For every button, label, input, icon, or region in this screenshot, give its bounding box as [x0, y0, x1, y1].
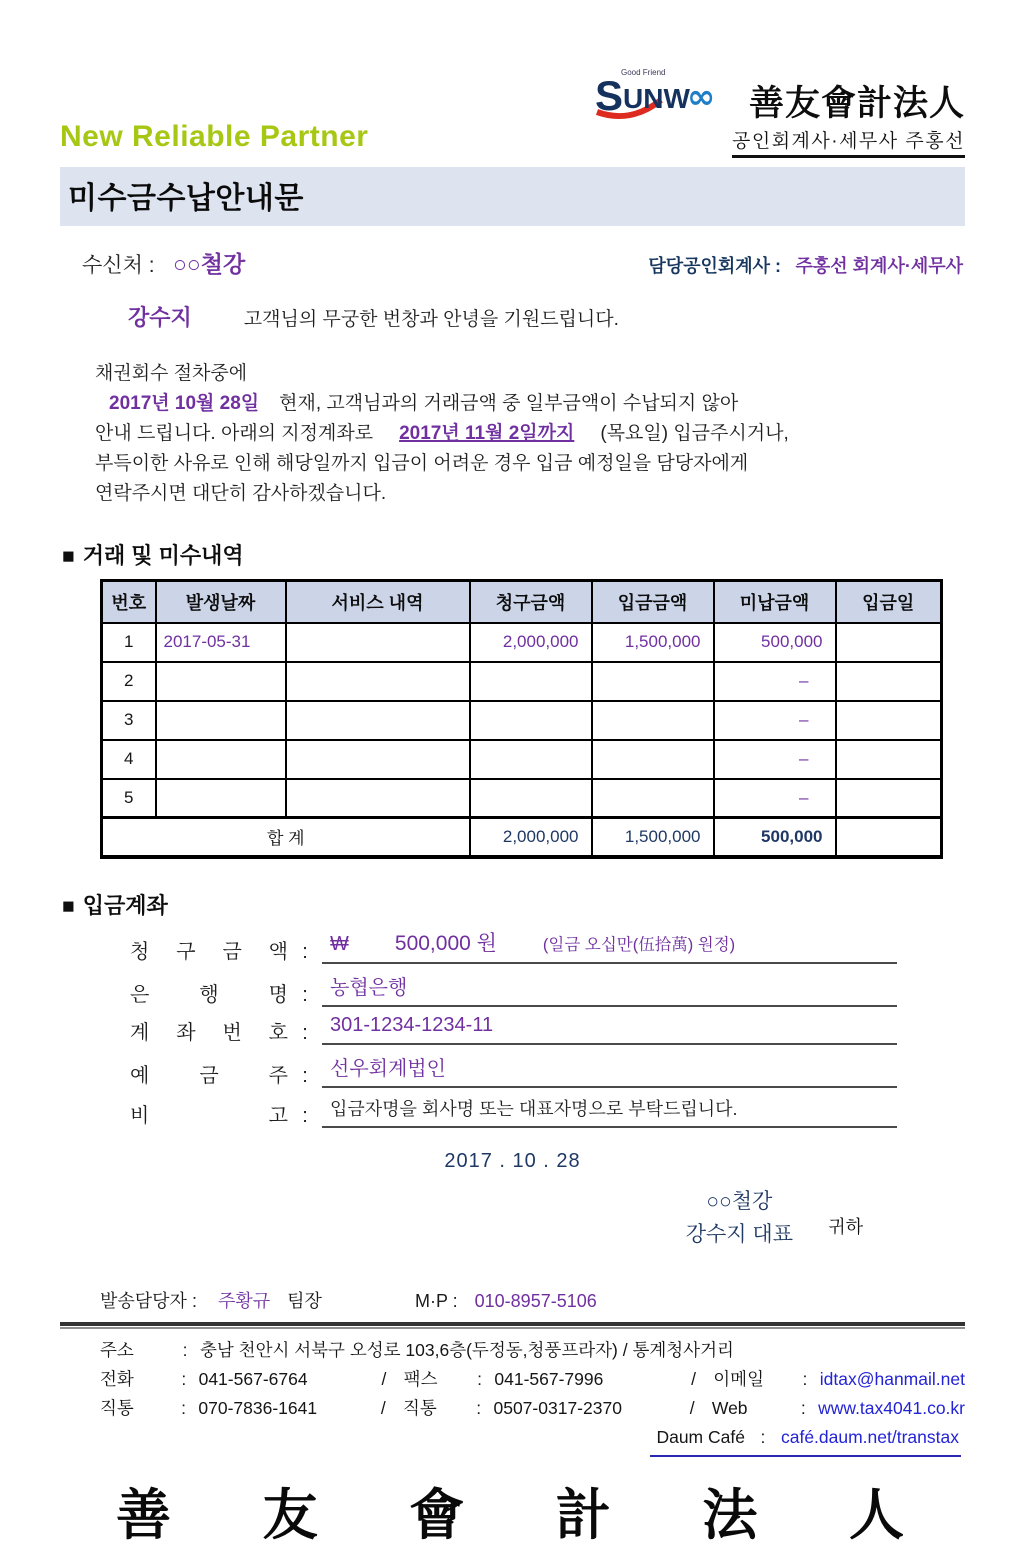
amount-row: 청 구 금 액 : ₩ 500,000 원 (일금 오십만(伍拾萬) 원정) [130, 927, 965, 964]
account-number: 301-1234-1234-11 [322, 1014, 897, 1045]
total-paid: 1,500,000 [592, 818, 714, 857]
paragraph-line: 2017년 10월 28일 현재, 고객님과의 거래금액 중 일부금액이 수납되지 않아 [109, 393, 739, 414]
col-header-unpaid: 미납금액 [714, 581, 836, 623]
col-header-paydate: 입금일 [836, 581, 942, 623]
account-holder: 선우회계법인 [322, 1052, 897, 1088]
signature-block [60, 1185, 965, 1259]
square-bullet-icon: ■ [62, 894, 75, 918]
footer-contact [60, 1337, 965, 1457]
accountant-name: 주홍선 회계사·세무사 [795, 256, 963, 276]
col-header-no: 번호 [102, 581, 156, 623]
sunwoo-logo-icon [595, 64, 745, 123]
svg-text:UNW: UNW [622, 83, 690, 114]
col-header-date: 발생날짜 [156, 581, 286, 623]
address-text: 충남 천안시 서북구 오성로 103,6층(두정동,청풍프라자) / 통계청사거리 [200, 1339, 734, 1360]
paragraph-line: 안내 드립니다. 아래의 지정계좌로 2017년 11월 2일까지 (목요일) 입금주시거나, [95, 423, 789, 444]
address-line: 주소 : 충남 천안시 서북구 오성로 103,6층(두정동,청풍프라자) / 통계청사거리 [100, 1337, 965, 1364]
sender-title: 팀장 [287, 1290, 322, 1311]
daum-cafe-link[interactable]: café.daum.net/transtax [780, 1426, 959, 1447]
notice-paragraph [60, 359, 910, 509]
recipient-name: ○○철강 [172, 251, 246, 277]
signature-company: ○○철강 [706, 1189, 773, 1213]
account-holder-row: 예 금 주 : 선우회계법인 [130, 1052, 965, 1088]
cafe-line: Daum Café : café.daum.net/transtax [100, 1424, 965, 1457]
tel-number: 041-567-6764 [198, 1368, 308, 1389]
phone-line: 전화 : 041-567-6764 / 팩스 : 041-567-7996 / 이메일 : idtax@hanmail.net [100, 1366, 965, 1393]
firm-logo-block [595, 64, 965, 158]
paragraph-line: 연락주시면 대단히 감사하겠습니다. [95, 483, 387, 504]
total-unpaid: 500,000 [714, 818, 836, 857]
signature-ceo: 강수지 대표 [685, 1222, 793, 1246]
table-total-row [102, 818, 942, 857]
slogan-text: New Reliable Partner [60, 120, 369, 153]
direct-line: 직통 : 070-7836-1641 / 직통 : 0507-0317-2370 / Web : www.tax4041.co.kr [100, 1395, 965, 1422]
table-row: 2 – [102, 662, 942, 701]
total-billed: 2,000,000 [470, 818, 592, 857]
issue-date: 2017 . 10 . 28 [444, 1149, 581, 1172]
paragraph-line: 부득이한 사유로 인해 해당일까지 입금이 어려운 경우 입금 예정일을 담당자에게 [95, 453, 749, 474]
remark-text: 입금자명을 회사명 또는 대표자명으로 부탁드립니다. [322, 1095, 897, 1128]
table-row: 1 2017-05-31 2,000,000 1,500,000 500,000 [102, 623, 942, 662]
sender-row [60, 1287, 965, 1313]
recipient-label: 수신처 : [82, 254, 155, 277]
total-label: 합 계 [102, 818, 470, 857]
document-title: 미수금수납안내문 [60, 167, 965, 226]
section-title-transactions: ■ 거래 및 미수내역 [62, 543, 244, 568]
billed-amount: 500,000 원 [394, 931, 497, 955]
total-paydate [836, 818, 942, 857]
greeting-name: 강수지 [128, 305, 192, 330]
bank-name: 농협은행 [322, 971, 897, 1007]
table-row: 5 – [102, 779, 942, 818]
account-number-row: 계 좌 번 호 : 301-1234-1234-11 [130, 1014, 965, 1045]
square-bullet-icon: ■ [62, 545, 75, 568]
mobile-label: M·P : [414, 1290, 458, 1311]
accountant-label: 담당공인회계사 : [648, 256, 782, 276]
table-header-row [102, 581, 942, 623]
firm-name-watermark: 善 友 會 計 法 人 [116, 1484, 904, 1546]
firm-subtitle: 공인회계사·세무사 주홍선 [732, 126, 965, 158]
honorific: 귀하 [828, 1216, 863, 1237]
svg-text:∞: ∞ [686, 77, 716, 117]
fax-number: 041-567-7996 [494, 1368, 604, 1389]
col-header-billed: 청구금액 [470, 581, 592, 623]
section-title-account: ■ 입금계좌 [62, 892, 168, 918]
greeting-text: 고객님의 무궁한 번창과 안녕을 기원드립니다. [243, 309, 619, 330]
firm-name-cjk: 善友會計法人 [748, 84, 965, 124]
sender-label: 발송담당자 : [100, 1290, 197, 1311]
currency-symbol: ₩ [330, 932, 349, 955]
direct-number-2: 0507-0317-2370 [493, 1397, 622, 1418]
col-header-paid: 입금금액 [592, 581, 714, 623]
svg-text:S: S [594, 72, 623, 119]
table-row: 4 – [102, 740, 942, 779]
paragraph-line: 채권회수 절차중에 [95, 363, 248, 384]
greeting-row [60, 301, 965, 332]
mobile-number: 010-8957-5106 [474, 1290, 597, 1311]
reference-date: 2017년 10월 28일 [109, 393, 260, 414]
table-row: 3 – [102, 701, 942, 740]
email-link[interactable]: idtax@hanmail.net [819, 1368, 965, 1389]
receivables-table [100, 579, 943, 859]
recipient-row [60, 246, 965, 279]
col-header-service: 서비스 내역 [286, 581, 470, 623]
amount-in-words: (일금 오십만(伍拾萬) 원정) [542, 935, 736, 954]
deposit-account-block [60, 927, 965, 1128]
svg-text:Good Friend: Good Friend [620, 68, 666, 77]
sender-name: 주황규 [217, 1290, 271, 1311]
due-date: 2017년 11월 2일까지 [399, 423, 575, 444]
bank-row: 은 행 명 : 농협은행 [130, 971, 965, 1007]
direct-number-1: 070-7836-1641 [198, 1397, 318, 1418]
divider [60, 1322, 965, 1329]
remark-row: 비 고 : 입금자명을 회사명 또는 대표자명으로 부탁드립니다. [130, 1095, 965, 1128]
header [60, 64, 965, 158]
website-link[interactable]: www.tax4041.co.kr [818, 1397, 965, 1418]
